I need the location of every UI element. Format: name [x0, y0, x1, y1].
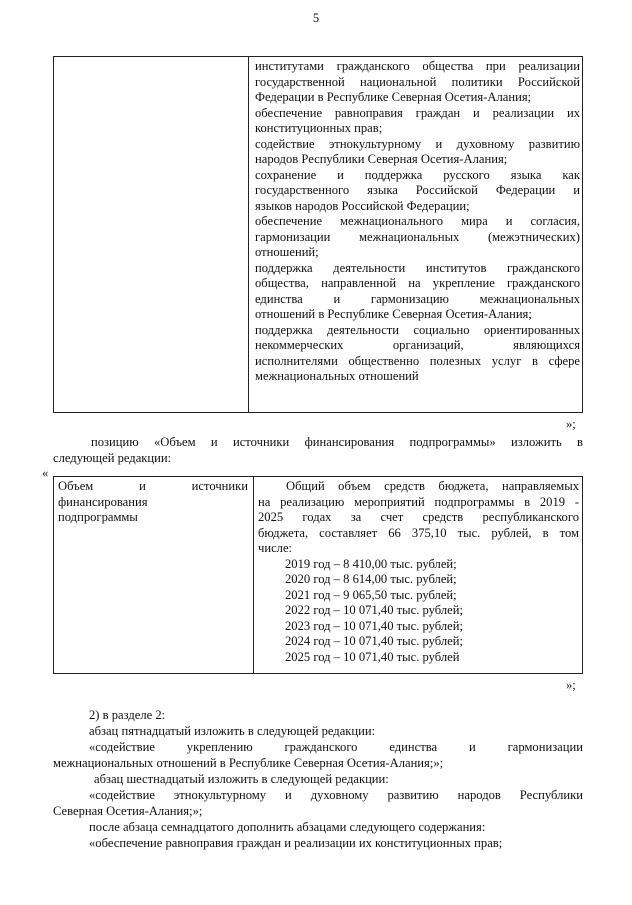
paragraph-17-instruction: после абзаца семнадцатого дополнить абзацами следующего содержания:: [89, 820, 486, 834]
text-line: некоммерческих организаций, являющихся: [255, 338, 580, 352]
text-line: конституционных прав;: [255, 121, 383, 135]
text-line: гармонизации межнациональных (межэтнических): [255, 229, 580, 244]
table1-closing-quote: »;: [566, 417, 576, 431]
text-line: исполнителями общественно полезных услуг в сфере: [255, 353, 580, 368]
paragraph-15-text-line1: «содействие укреплению гражданского единства и гармонизации: [89, 740, 583, 754]
paragraph-16-instruction: абзац шестнадцатый изложить в следующей редакции:: [94, 772, 389, 786]
text-line: содействие этнокультурному и духовному развитию: [255, 136, 580, 151]
funding-year-line: 2022 год – 10 071,40 тыс. рублей;: [285, 603, 463, 617]
financing-position-line2: следующей редакции:: [53, 451, 172, 465]
text-line: языков народов Российской Федерации;: [255, 198, 470, 213]
text-line: отношений в Республике Северная Осетия-Алания;: [255, 307, 532, 321]
text-line: институтами гражданского общества при реализации: [255, 59, 580, 73]
financing-position-line1: позицию «Объем и источники финансирования подпрограммы» изложить в: [91, 435, 583, 449]
paragraph-16-text-line2: Северная Осетия-Алания;»;: [53, 804, 203, 818]
text-line: 2025 годах за счет средств республиканского: [258, 510, 579, 524]
table-column-divider: [253, 477, 254, 673]
text-line: Объем и источники: [58, 479, 248, 493]
text-line: бюджета, составляет 66 375,10 тыс. рублей, в том: [258, 525, 579, 540]
text-line: государственной национальной политики Российской: [255, 74, 580, 89]
financing-table-right-cell: [258, 479, 579, 665]
text-line: числе:: [258, 541, 293, 555]
new-paragraph-text: «обеспечение равноправия граждан и реализации их конституционных прав;: [89, 836, 503, 850]
paragraph-15-text-line2: межнациональных отношений в Республике Северная Осетия-Алания;»;: [53, 756, 444, 770]
text-line: единства и гармонизацию межнациональных: [255, 291, 580, 306]
goals-table: [53, 56, 583, 413]
table2-closing-quote: »;: [566, 678, 576, 692]
financing-table: [53, 476, 583, 674]
text-line: общества, направленной на укрепление гражданского: [255, 276, 580, 290]
paragraph-15-instruction: абзац пятнадцатый изложить в следующей редакции:: [89, 724, 376, 738]
text-line: поддержка деятельности институтов гражданского: [255, 260, 580, 275]
text-line: Общий объем средств бюджета, направляемых: [286, 479, 579, 493]
text-line: сохранение и поддержка русского языка как: [255, 167, 580, 182]
text-line: поддержка деятельности социально ориентированных: [255, 322, 580, 337]
funding-year-line: 2020 год – 8 614,00 тыс. рублей;: [285, 572, 457, 586]
section-2-heading: 2) в разделе 2:: [89, 708, 166, 722]
text-line: на реализацию мероприятий подпрограммы в 2019 -: [258, 494, 579, 509]
table-column-divider: [248, 57, 249, 412]
text-line: подпрограммы: [58, 510, 138, 524]
goals-table-right-cell: [255, 59, 580, 385]
financing-table-left-cell: [58, 479, 248, 526]
text-line: обеспечение межнационального мира и согласия,: [255, 214, 580, 228]
text-line: отношений;: [255, 245, 319, 259]
funding-year-line: 2024 год – 10 071,40 тыс. рублей;: [285, 634, 463, 648]
text-line: обеспечение равноправия граждан и реализации их: [255, 105, 580, 120]
text-line: народов Республики Северная Осетия-Алания;: [255, 152, 508, 166]
funding-year-line: 2025 год – 10 071,40 тыс. рублей: [285, 649, 460, 664]
text-line: финансирования: [58, 494, 148, 509]
page-number: 5: [312, 11, 320, 25]
funding-year-line: 2023 год – 10 071,40 тыс. рублей;: [285, 618, 463, 633]
paragraph-16-text-line1: «содействие этнокультурному и духовному развитию народов Республики: [89, 788, 583, 802]
funding-year-line: 2021 год – 9 065,50 тыс. рублей;: [285, 587, 457, 602]
text-line: государственного языка Российской Федерации и: [255, 183, 580, 197]
text-line: Федерации в Республике Северная Осетия-Алания;: [255, 90, 532, 104]
open-quote: «: [42, 466, 49, 480]
text-line: межнациональных отношений: [255, 369, 419, 383]
funding-year-line: 2019 год – 8 410,00 тыс. рублей;: [285, 556, 457, 571]
